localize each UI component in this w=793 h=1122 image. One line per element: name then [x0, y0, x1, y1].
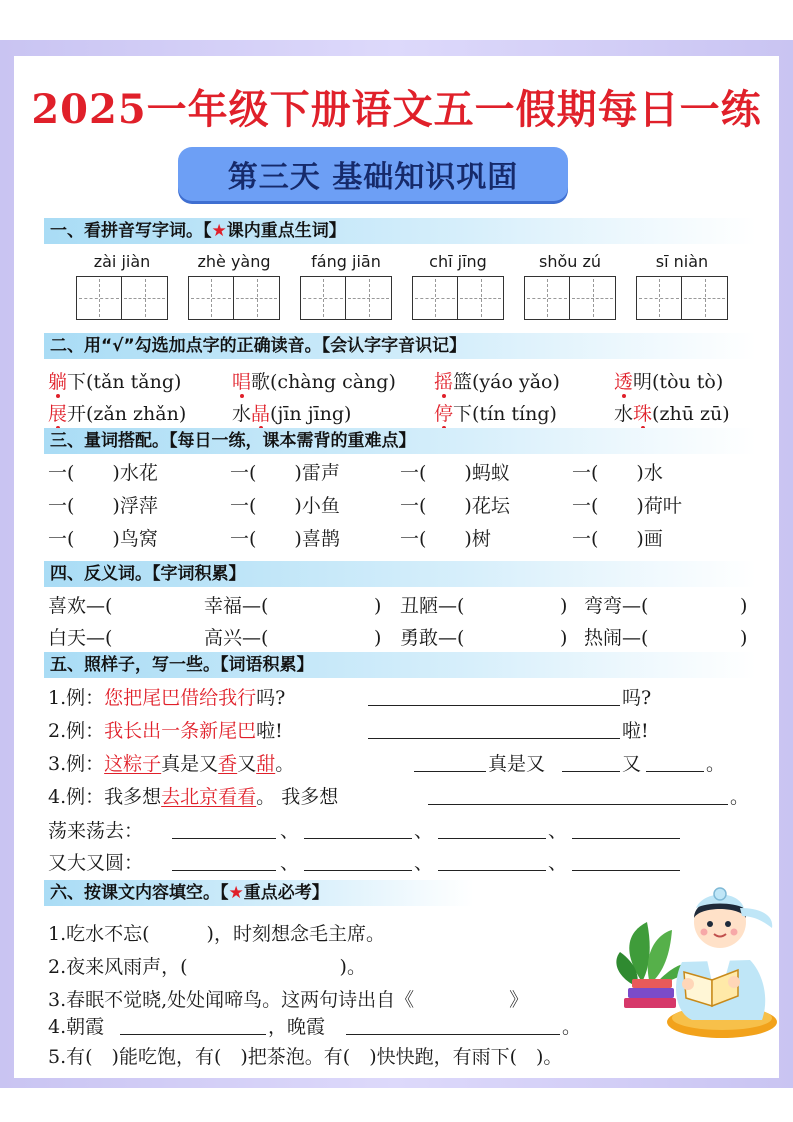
imitate-line-3: [48, 752, 294, 776]
section-1-title: 一、看拼音写字词。【: [50, 221, 212, 241]
dotted-char: 展: [48, 403, 68, 425]
measure-word-item[interactable]: 一( )画: [572, 528, 663, 550]
reading-item[interactable]: [614, 370, 723, 394]
section-6-title: 六、按课文内容填空。【: [50, 883, 229, 903]
antonym-item[interactable]: 丑陋—(: [400, 595, 465, 617]
writing-box[interactable]: [76, 276, 122, 320]
plain-char: 水: [614, 403, 634, 425]
writing-box[interactable]: [458, 276, 504, 320]
dotted-char: 停: [434, 403, 454, 425]
fill-in-label: 4.朝霞: [48, 1016, 105, 1038]
reading-item[interactable]: [434, 370, 560, 394]
reading-options: 开(zǎn zhǎn): [67, 403, 187, 425]
answer-blank[interactable]: [562, 754, 620, 772]
pinyin-label: fáng jiān: [311, 252, 381, 271]
example-label: 3.例：: [48, 753, 105, 775]
pinyin-item: [412, 252, 504, 320]
antonym-item[interactable]: 白天—(: [48, 627, 113, 649]
measure-word-item[interactable]: 一( )花坛: [400, 495, 510, 517]
measure-word-item[interactable]: 一( )水花: [48, 462, 158, 484]
example-phrase: 您把尾巴借给我行: [104, 687, 257, 709]
fill-in-line[interactable]: 5.有( )能吃饱，有( )把茶泡。有( )快快跑，有雨下( )。: [48, 1046, 563, 1068]
antonym-item[interactable]: 弯弯—(: [584, 595, 649, 617]
section-5-heading: 五、照样子，写一些。【词语积累】: [44, 652, 756, 678]
dotted-char: 摇: [434, 371, 454, 393]
writing-box[interactable]: [570, 276, 616, 320]
measure-word-item[interactable]: 一( )水: [572, 462, 663, 484]
day-subtitle: 第三天 基础知识巩固: [178, 147, 568, 201]
antonym-item[interactable]: 热闹—(: [584, 627, 649, 649]
example-label: 2.例：: [48, 720, 105, 742]
answer-end: 。: [706, 753, 726, 775]
example-label: 1.例：: [48, 687, 105, 709]
answer-blank[interactable]: [572, 821, 680, 839]
separator: 、: [548, 820, 568, 842]
plain-char: 水: [232, 403, 252, 425]
star-icon: ★: [228, 883, 244, 903]
reading-options: 篮(yáo yǎo): [453, 371, 560, 393]
example-label: 4.例：我多想: [48, 786, 162, 808]
section-1-tag: 课内重点生词】: [226, 221, 346, 241]
dotted-char: 晶: [251, 403, 271, 425]
pinyin-label: sī niàn: [655, 252, 709, 271]
measure-word-item[interactable]: 一( )荷叶: [572, 495, 682, 517]
example-word: 甜: [256, 753, 276, 775]
section-6-heading: [44, 880, 474, 906]
example-text: 真是又: [161, 753, 219, 775]
answer-end: 啦!: [622, 720, 649, 742]
fill-in-line[interactable]: 3.春眠不觉晓,处处闻啼鸟。这两句诗出自《 》: [48, 989, 529, 1011]
answer-blank[interactable]: [646, 754, 704, 772]
answer-text: 又: [622, 753, 642, 775]
page-title: 2025一年级下册语文五一假期每日一练: [31, 86, 762, 133]
answer-blank[interactable]: [346, 1017, 560, 1035]
answer-blank[interactable]: [428, 787, 728, 805]
pinyin-label: zài jiàn: [93, 252, 151, 271]
pinyin-item: [636, 252, 728, 320]
antonym-item[interactable]: 勇敢—(: [400, 627, 465, 649]
section-6-tag: 重点必考】: [243, 883, 329, 903]
example-end: 啦!: [256, 720, 283, 742]
example-phrase: 我长出一条新尾巴: [104, 720, 257, 742]
separator: 、: [414, 852, 434, 874]
separator: 、: [548, 852, 568, 874]
measure-word-item[interactable]: 一( )浮萍: [48, 495, 158, 517]
measure-word-item[interactable]: 一( )树: [400, 528, 491, 550]
separator: 、: [414, 820, 434, 842]
answer-blank[interactable]: [172, 853, 276, 871]
antonym-close: ): [374, 627, 382, 649]
writing-box[interactable]: [412, 276, 458, 320]
answer-end: 吗?: [622, 687, 652, 709]
pinyin-item: [188, 252, 280, 320]
section-4-heading: 四、反义词。【字词积累】: [44, 561, 756, 587]
writing-box[interactable]: [682, 276, 728, 320]
reading-item[interactable]: [434, 402, 557, 426]
imitate-line-2: [48, 719, 283, 743]
reading-item[interactable]: [232, 370, 396, 394]
pinyin-item: [524, 252, 616, 320]
answer-end: 。: [730, 786, 750, 808]
antonym-close: ): [740, 595, 748, 617]
answer-text: 真是又: [488, 753, 546, 775]
answer-blank[interactable]: [438, 821, 546, 839]
antonym-item[interactable]: 喜欢—(: [48, 595, 113, 617]
reading-item[interactable]: [614, 402, 730, 426]
answer-blank[interactable]: [438, 853, 546, 871]
reading-options: (jīn jīng): [270, 403, 352, 425]
antonym-item[interactable]: 幸福—(: [204, 595, 269, 617]
fill-in-end: 。: [562, 1016, 582, 1038]
example-end: 吗?: [256, 687, 286, 709]
reading-item[interactable]: [48, 370, 181, 394]
measure-word-item[interactable]: 一( )鸟窝: [48, 528, 158, 550]
reading-options: (zhū zū): [652, 403, 730, 425]
dotted-char: 躺: [48, 371, 68, 393]
writing-box[interactable]: [122, 276, 168, 320]
pinyin-item: [300, 252, 392, 320]
reading-options: 下(tǎn tǎng): [67, 371, 182, 393]
dotted-char: 珠: [633, 403, 653, 425]
section-2-heading: 二、用“√”勾选加点字的正确读音。【会认字字音识记】: [44, 333, 756, 359]
reading-options: 下(tín tíng): [453, 403, 557, 425]
writing-box[interactable]: [524, 276, 570, 320]
answer-blank[interactable]: [414, 754, 486, 772]
reading-item[interactable]: [232, 402, 351, 426]
writing-box[interactable]: [300, 276, 346, 320]
dotted-char: 唱: [232, 371, 252, 393]
example-end: 。: [275, 753, 295, 775]
star-icon: ★: [211, 221, 227, 241]
answer-blank[interactable]: [368, 721, 620, 739]
fill-in-label: ，晚霞: [268, 1016, 326, 1038]
section-3-heading: 三、量词搭配。【每日一练，课本需背的重难点】: [44, 428, 756, 454]
antonym-close: ): [740, 627, 748, 649]
fill-in-line[interactable]: 1.吃水不忘( )，时刻想念毛主席。: [48, 923, 385, 945]
imitate-line-1: [48, 686, 285, 710]
dotted-char: 透: [614, 371, 634, 393]
reading-options: 明(tòu tò): [633, 371, 724, 393]
answer-blank[interactable]: [304, 853, 412, 871]
measure-word-item[interactable]: 一( )喜鹊: [230, 528, 340, 550]
imitate-line-4: [48, 785, 338, 809]
example-phrase: 这粽子: [104, 753, 162, 775]
antonym-close: ): [374, 595, 382, 617]
measure-word-item[interactable]: 一( )小鱼: [230, 495, 340, 517]
answer-blank[interactable]: [172, 821, 276, 839]
writing-box[interactable]: [188, 276, 234, 320]
pattern-label: 荡来荡去：: [48, 820, 144, 842]
answer-blank[interactable]: [368, 688, 620, 706]
writing-box[interactable]: [234, 276, 280, 320]
measure-word-item[interactable]: 一( )蚂蚁: [400, 462, 510, 484]
answer-blank[interactable]: [120, 1017, 266, 1035]
fill-in-line[interactable]: 2.夜来风雨声，( )。: [48, 956, 366, 978]
reading-options: 歌(chàng càng): [251, 371, 396, 393]
antonym-item[interactable]: 高兴—(: [204, 627, 269, 649]
answer-blank[interactable]: [572, 853, 680, 871]
pinyin-label: chī jīng: [429, 252, 487, 271]
answer-blank[interactable]: [304, 821, 412, 839]
reading-item[interactable]: [48, 402, 186, 426]
antonym-close: ): [560, 627, 568, 649]
pinyin-label: shǒu zú: [538, 252, 602, 271]
separator: 、: [280, 820, 300, 842]
pinyin-label: zhè yàng: [197, 252, 271, 271]
writing-box[interactable]: [636, 276, 682, 320]
pattern-label: 又大又圆：: [48, 852, 144, 874]
antonym-close: ): [560, 595, 568, 617]
example-text: 又: [237, 753, 257, 775]
reading-child-icon: [612, 872, 782, 1042]
example-word: 香: [218, 753, 238, 775]
writing-box[interactable]: [346, 276, 392, 320]
separator: 、: [280, 852, 300, 874]
measure-word-item[interactable]: 一( )雷声: [230, 462, 340, 484]
example-phrase: 去北京看看: [161, 786, 257, 808]
section-1-heading: [44, 218, 756, 244]
example-text: 。 我多想: [256, 786, 339, 808]
pinyin-item: [76, 252, 168, 320]
